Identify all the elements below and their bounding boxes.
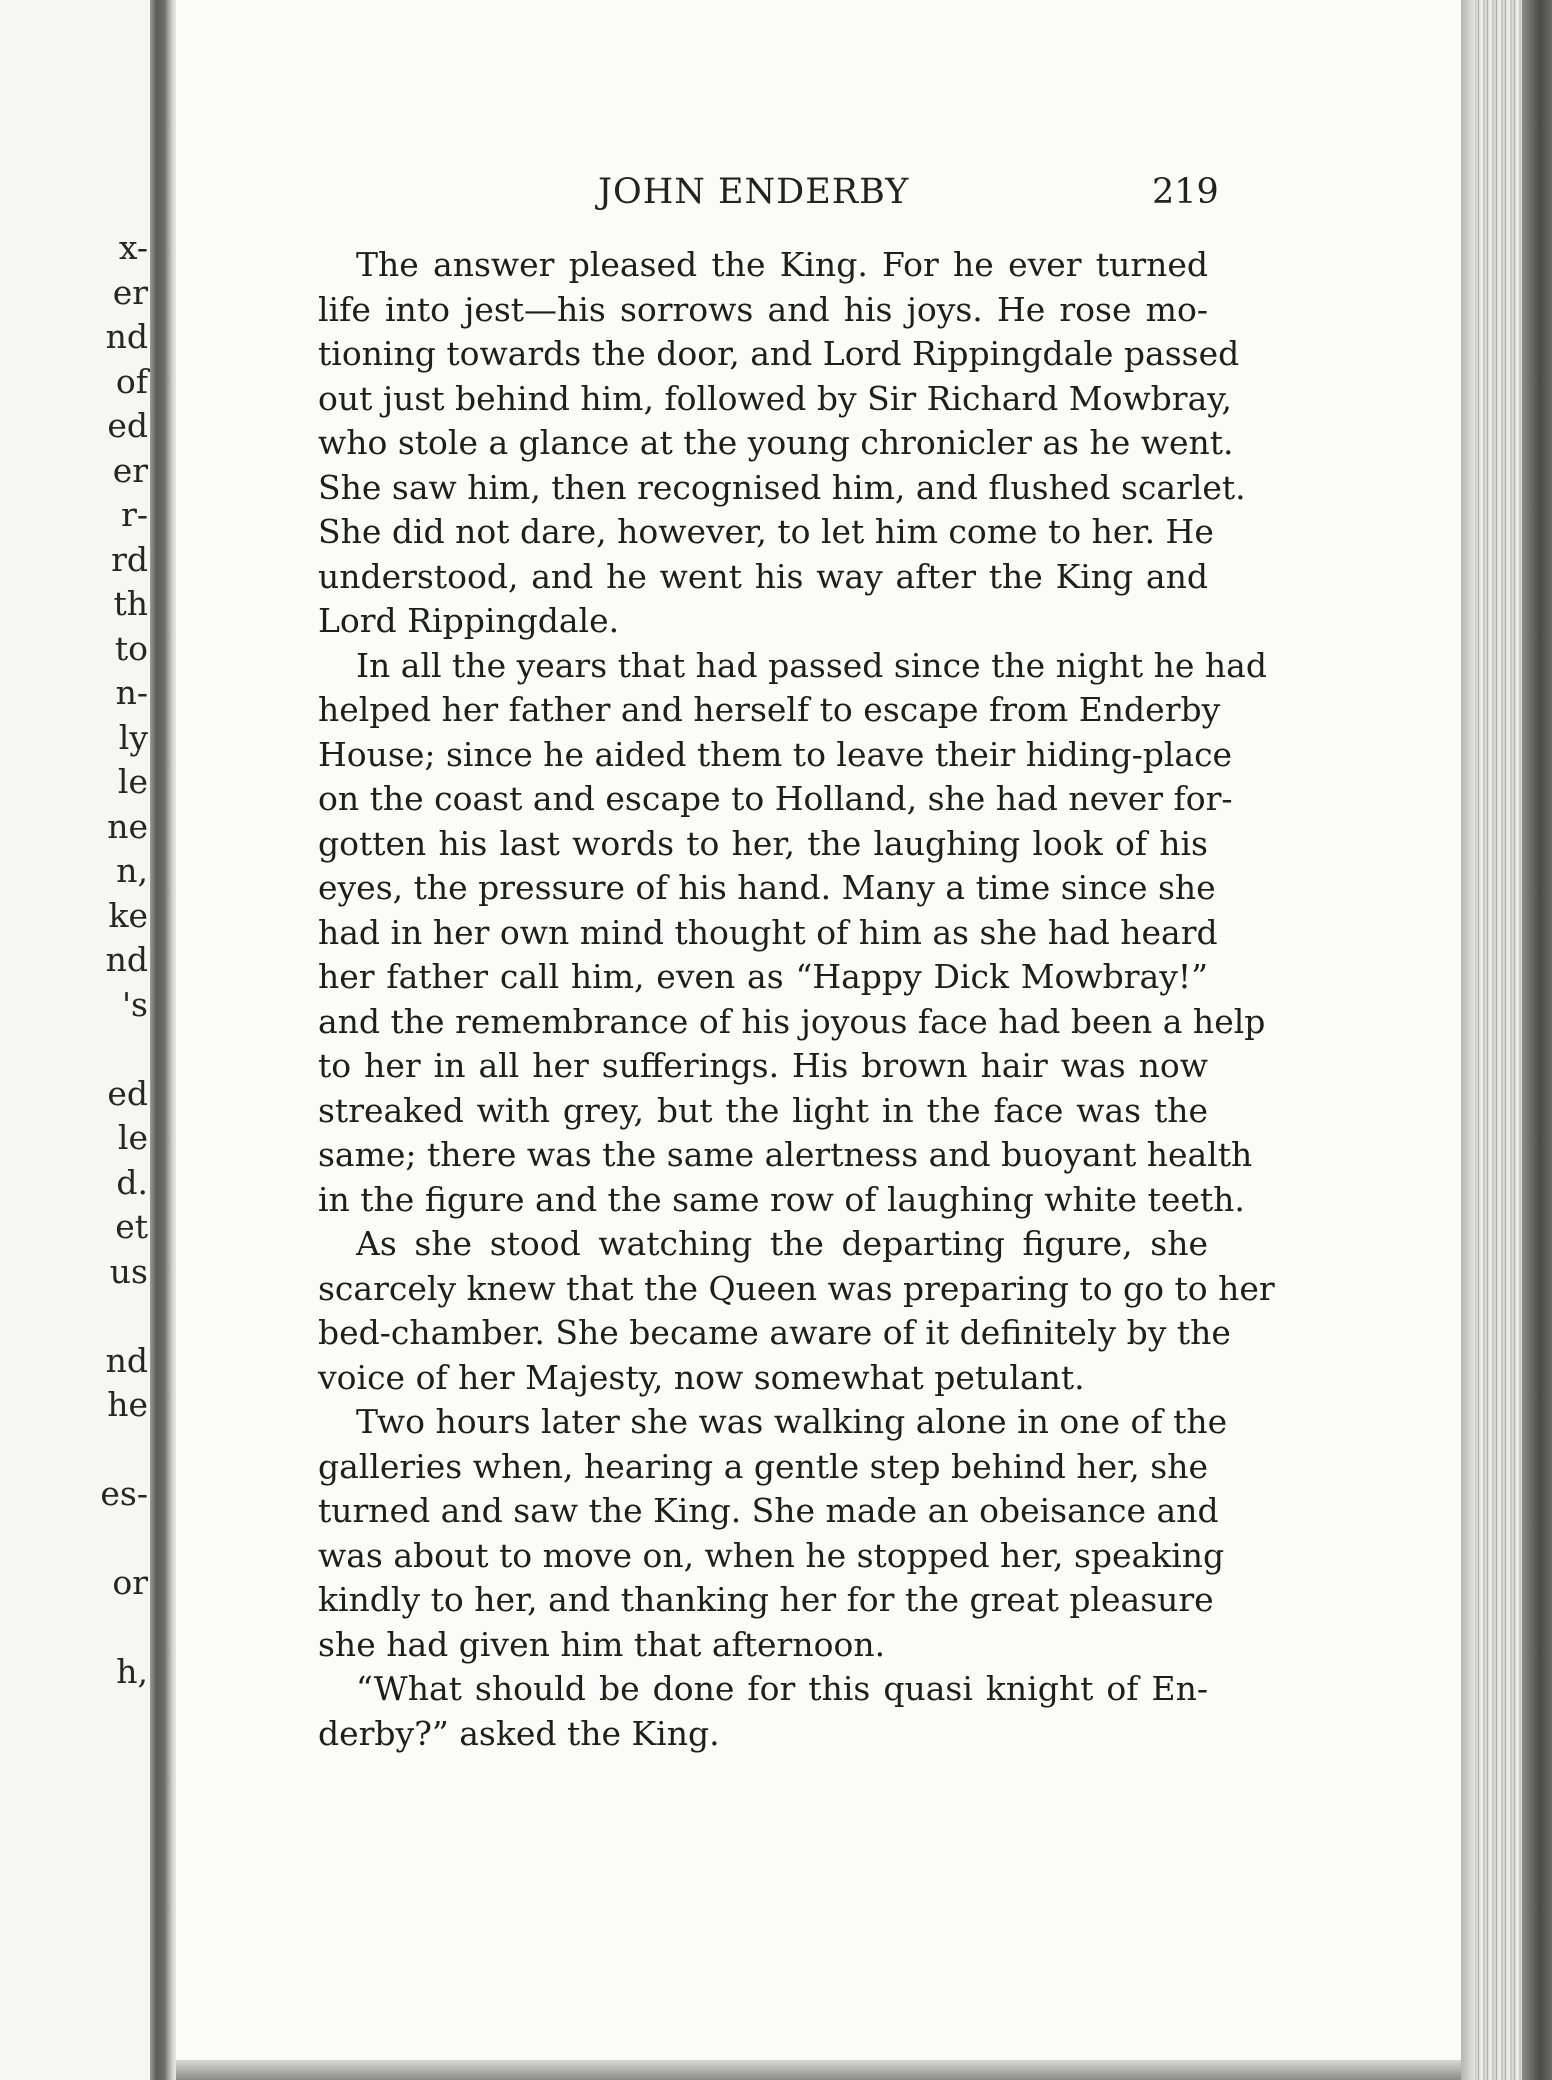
text-line: She did not dare, however, to let him come to her. He — [318, 512, 1214, 551]
text-line: derby?” asked the King. — [318, 1713, 720, 1753]
text-line: voice of her Majesty, now somewhat petulant. — [318, 1357, 1085, 1397]
previous-page-line-ending: r- — [121, 495, 148, 534]
text-line: in the figure and the same row of laughing white teeth. — [318, 1179, 1245, 1219]
previous-page-line-ending — [0, 1027, 152, 1072]
page-body-text — [318, 243, 1275, 1756]
previous-page-line-ending: rd — [111, 539, 148, 579]
text-line: Two hours later she was walking alone in one of the — [356, 1402, 1228, 1441]
text-line: helped her father and herself to escape from Enderby — [318, 690, 1221, 729]
previous-page-line-ending — [0, 1606, 152, 1651]
previous-page-line-ending: of — [115, 361, 148, 401]
previous-page-line-ending: he — [107, 1385, 148, 1424]
text-line: eyes, the pressure of his hand. Many a time since she — [318, 868, 1216, 907]
previous-page-line-ending: ke — [108, 895, 148, 935]
running-title: JOHN ENDERBY — [598, 172, 910, 212]
previous-page-line-ending: n, — [116, 851, 148, 890]
previous-page-line-ending — [0, 1294, 152, 1339]
previous-page-line-ending: le — [117, 1118, 148, 1157]
text-line: House; since he aided them to leave their hiding-place — [318, 734, 1233, 774]
previous-page-line-ending: 's — [121, 984, 148, 1024]
previous-page-line-ending: nd — [105, 1340, 148, 1380]
page-bottom-edge — [176, 2060, 1461, 2080]
text-line: gotten his last words to her, the laughing look of his — [318, 823, 1208, 863]
previous-page-fragment — [0, 0, 152, 2080]
text-line: out just behind him, followed by Sir Richard Mowbray, — [318, 378, 1233, 418]
text-line: As she stood watching the departing figure, she — [356, 1224, 1208, 1263]
book-gutter — [150, 0, 176, 2080]
previous-page-line-ending: es- — [100, 1474, 148, 1513]
text-line: and the remembrance of his joyous face had been a help — [318, 1001, 1266, 1041]
book-cover-edge — [1522, 0, 1552, 2080]
text-line: on the coast and escape to Holland, she had never for- — [318, 779, 1233, 818]
previous-page-line-ending: er — [112, 272, 148, 312]
previous-page-line-ending: le — [117, 762, 148, 801]
previous-page-line-ending — [0, 1517, 152, 1562]
text-line: was about to move on, when he stopped her, speaking — [318, 1535, 1225, 1575]
previous-page-line-ending: d. — [116, 1162, 148, 1202]
text-line: bed-chamber. She became aware of it definitely by the — [318, 1313, 1231, 1352]
text-line: Lord Rippingdale. — [318, 601, 620, 640]
previous-page-line-ending: nd — [105, 940, 148, 979]
text-line: had in her own mind thought of him as she had heard — [318, 912, 1218, 952]
previous-page-line-ending: n- — [115, 673, 148, 712]
text-line: to her in all her sufferings. His brown hair was now — [318, 1046, 1208, 1085]
previous-page-line-ending: ed — [107, 1073, 148, 1113]
previous-page-line-ending: h, — [116, 1652, 148, 1691]
text-line: scarcely knew that the Queen was preparing to go to her — [318, 1268, 1275, 1308]
previous-page-line-ending: ne — [107, 806, 148, 846]
text-line: kindly to her, and thanking her for the great pleasure — [318, 1580, 1214, 1619]
previous-page-line-ending: nd — [105, 317, 148, 356]
text-line: same; there was the same alertness and buoyant health — [318, 1135, 1253, 1174]
text-line: life into jest—his sorrows and his joys. He rose mo- — [318, 289, 1208, 329]
text-line: streaked with grey, but the light in the face was the — [318, 1090, 1208, 1130]
previous-page-line-ending: or — [112, 1563, 148, 1602]
text-line: she had given him that afternoon. — [318, 1624, 886, 1664]
previous-page-line-ending: x- — [118, 228, 148, 267]
previous-page-line-ending: ly — [118, 717, 148, 757]
text-line: The answer pleased the King. For he ever turned — [356, 245, 1208, 284]
previous-page-line-ending: th — [113, 584, 148, 623]
text-line: who stole a glance at the young chronicler as he went. — [318, 423, 1234, 462]
text-line: understood, and he went his way after the King and — [318, 556, 1208, 596]
previous-page-line-ending: er — [112, 450, 148, 490]
previous-page-line-ending: to — [114, 628, 148, 668]
previous-page-line-ending: ed — [107, 406, 148, 445]
text-line: She saw him, then recognised him, and flushed scarlet. — [318, 467, 1246, 507]
text-line: tioning towards the door, and Lord Rippingdale passed — [318, 334, 1240, 373]
text-line: “What should be done for this quasi knight of En- — [356, 1669, 1208, 1708]
text-line: galleries when, hearing a gentle step behind her, she — [318, 1446, 1208, 1486]
page-number: 219 — [1152, 172, 1219, 212]
text-line: her father call him, even as “Happy Dick Mowbray!” — [318, 957, 1208, 996]
book-edge-shadow — [1461, 0, 1475, 2080]
text-line: turned and saw the King. She made an obeisance and — [318, 1491, 1219, 1530]
previous-page-line-endings — [0, 226, 152, 1695]
previous-page-line-ending: et — [115, 1207, 148, 1246]
text-line: In all the years that had passed since the night he had — [356, 645, 1267, 685]
previous-page-line-ending — [0, 1428, 152, 1473]
previous-page-line-ending: us — [109, 1251, 148, 1291]
